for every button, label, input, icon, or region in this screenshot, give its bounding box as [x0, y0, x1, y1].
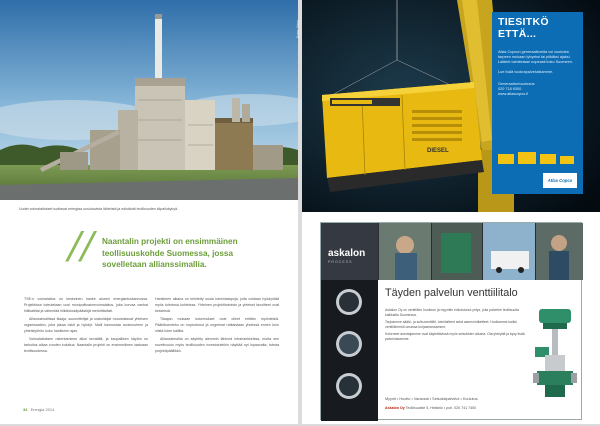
ad-paragraph: Askalon Oy on venttiilien huoltoon ja myyntiin erikoistunut yritys, joka palvelee teollisuutta kaikkialla Suomessa.	[385, 308, 519, 317]
generator-product-icons	[498, 146, 576, 168]
ad-services: Myynti • Huolto • Varaosat • Seisokkipalvelut • Koulutus	[385, 397, 478, 401]
article-column-1	[24, 296, 148, 356]
power-plant-illustration	[0, 0, 298, 200]
ad-photo-strip	[321, 223, 583, 280]
quote-mark-icon: //	[68, 220, 94, 271]
pullquote: Naantalin projekti on ensimmäinen teollisuuskohde Suomessa, jossa sovelletaan allianssimallia.	[102, 237, 238, 269]
ad-contact-label: Askalon Oy	[385, 406, 405, 410]
generator-label: DIESEL	[427, 148, 449, 154]
ad-paragraph: Kokeneet asentajamme ovat käytettävissä myös seisokkien aikana. Ota yhteyttä ja kysy lisää palveluistamme.	[385, 332, 525, 341]
photo-credit: Kuva: Vapo	[296, 20, 300, 38]
power-plant-photo	[0, 0, 298, 200]
info-box-contact	[498, 82, 577, 98]
ad-contact-details: Teollisuustie 5, Helsinki • puh. 020 741 7400	[405, 406, 477, 410]
control-valve-image	[533, 307, 577, 399]
paragraph: Tilaajan mukaan kokemukset ovat olleet erittäin myönteisiä. Päätöksenteko on nopeutunut ja ongelmat ratkaistaan yhdessä ennen kuin niistä tulee kalliita.	[155, 317, 279, 333]
photo-caption: Uudet voimalaitokset tuottavat energiaa uusiutuvista lähteistä ja edistävät teollisuuden kilpailukykyä.	[19, 207, 179, 211]
ad-contact	[385, 406, 476, 410]
ad-body	[385, 308, 527, 344]
paragraph: Allianssimallissa tilaaja, suunnittelijat ja urakoitsijat muodostavat yhteisen organisaation, joka jakaa riskit ja hyödyt. Malli kannustaa avoimuuteen ja yhteistyöhön koko hankkeen ajan.	[24, 317, 148, 333]
info-box-link[interactable]: Lue lisää vuokrapalveluistamme.	[498, 69, 554, 74]
generator-photo	[302, 0, 600, 212]
contact-phone: 020 718 9300	[498, 87, 522, 92]
paragraph: Hankkeen aikana on kehitetty uusia toimintatapoja, joita voidaan hyödyntää myös tulevissa kohteissa. Yhteinen projektitoimisto ja yhteiset tavoitteet ovat keskeisiä.	[155, 297, 279, 313]
info-box-text: Atlas Copcon generaattoreita voi vuokrata tarpeen mukaan lyhyeksi tai pitkäksi ajaksi. Laitteet toimitetaan nopeasti koko Suomeen.	[498, 50, 573, 65]
folio	[23, 407, 54, 412]
askalon-logo: askalon	[328, 248, 366, 259]
contact-url[interactable]: www.atlascopco.fi	[498, 92, 529, 97]
askalon-advertisement	[320, 222, 582, 420]
ad-paragraph: Tarjoamme säätö- ja sulkuventtiilit, toimilaitteet sekä asemointilaitteet. Huollamme kaikki venttiilimerkit omassa korjaamossamme.	[385, 320, 517, 329]
ad-title: Täyden palvelun venttiilitalo	[385, 287, 518, 299]
article-column-2	[155, 296, 279, 356]
paragraph: TSE:n voimalaitos on keskeinen hanke alueen energiantuotannossa. Projektissa toteutetaan uusi monipolttoainevoimalaitos, joka korvaa vanhat hiilikattilat ja vähentää hiilidioksidipäästöjä merkittävästi.	[24, 297, 148, 313]
paragraph: Allianssimallia on käytetty aiemmin lähinnä infrahankkeissa, mutta sen soveltuvuus myös teollisuuden investointeihin näyttää nyt lupaavalta, toteaa projektipäällikkö.	[155, 337, 279, 353]
valve-gauge-images	[321, 280, 378, 421]
info-box-heading: TIESITKÖ	[498, 16, 549, 28]
askalon-logo-sub: PROCESS	[328, 260, 353, 264]
page-number: 34	[23, 407, 28, 412]
atlas-copco-logo: Atlas Copco	[543, 173, 577, 188]
left-page	[0, 0, 298, 424]
publication-name: Energia 2014	[30, 407, 55, 412]
paragraph: Voimalaitoksen rakentaminen alkoi keväällä, ja kaupallisen käytön on tarkoitus alkaa vuoden kuluttua. Naantalin projekti on ensimmäinen laatuaan teollisuudessa.	[24, 337, 148, 353]
info-box-heading-2: ETTÄ...	[498, 27, 537, 40]
info-box	[492, 12, 583, 194]
right-page	[302, 0, 600, 424]
ad-valve-photos	[321, 280, 378, 421]
contact-line: Generaattorivuokraus	[498, 81, 535, 86]
